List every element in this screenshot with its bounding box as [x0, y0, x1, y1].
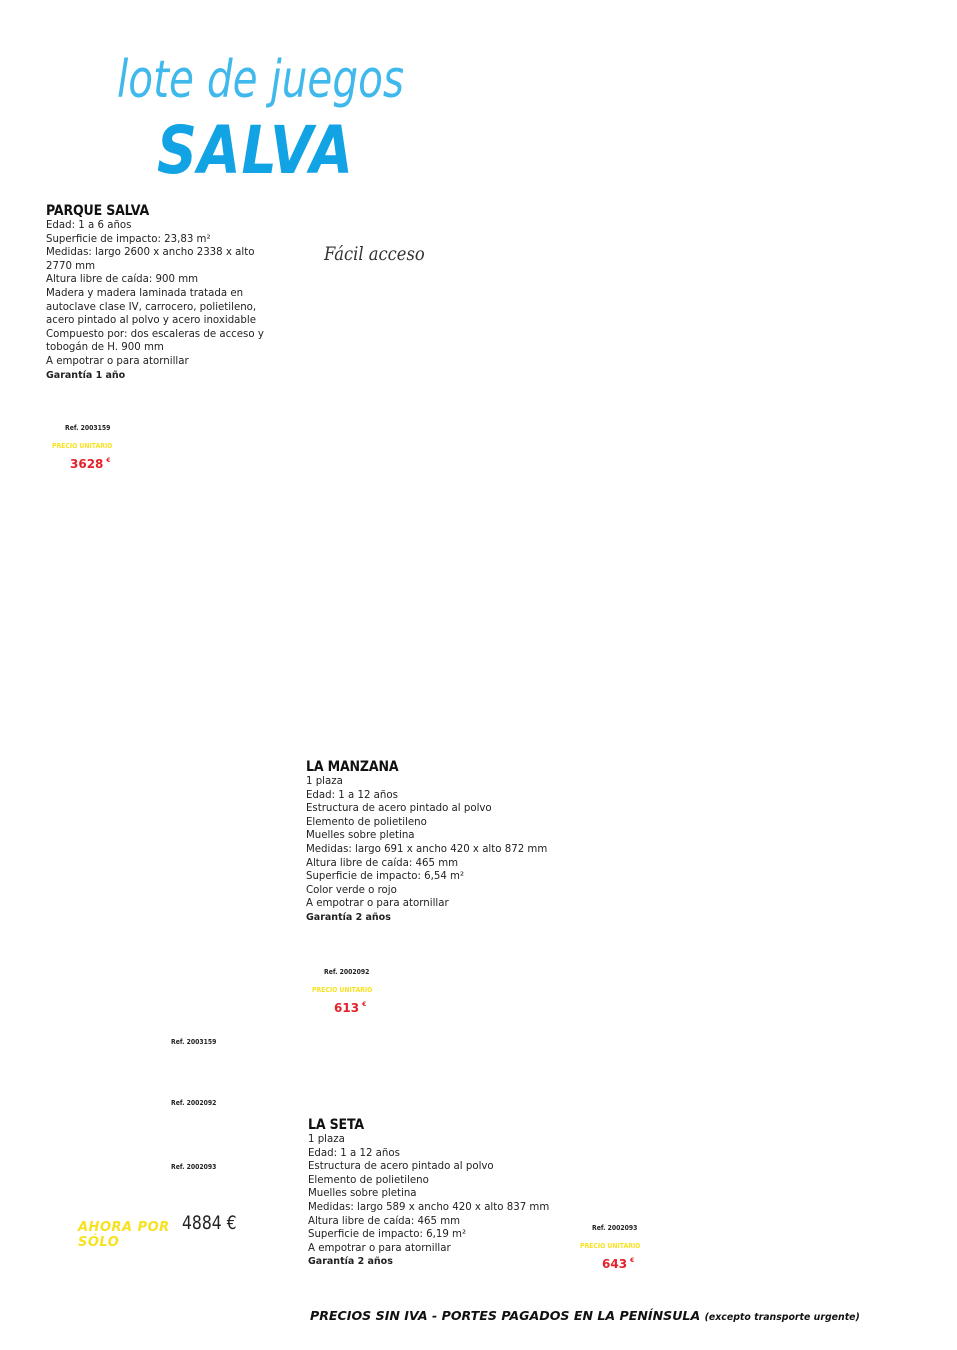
spec-line: Edad: 1 a 12 años: [306, 789, 398, 801]
product-specs: [46, 219, 272, 382]
price-value: 643: [602, 1257, 628, 1271]
price-currency: €: [106, 457, 111, 464]
footer-main: PRECIOS SIN IVA - PORTES PAGADOS EN LA PENÍNSULA: [310, 1308, 701, 1323]
product-ref: Ref. 2002093: [592, 1223, 638, 1232]
spec-line: Madera y madera laminada tratada en autoclave clase IV, carrocero, polietileno, acero pintado al polvo y acero inoxidable: [46, 287, 257, 327]
price-currency: €: [630, 1257, 635, 1264]
unit-price-label: PRECIO UNITARIO: [52, 441, 113, 450]
unit-price-label: PRECIO UNITARIO: [312, 985, 373, 994]
spec-line: Edad: 1 a 12 años: [308, 1147, 400, 1159]
guarantee-text: Garantía 2 años: [308, 1256, 393, 1268]
price-value: 3628: [70, 457, 104, 471]
offer-label-line: SÓLO: [78, 1235, 120, 1250]
product-parque-salva: [46, 203, 276, 382]
product-la-manzana: [306, 759, 566, 925]
footer-note: [310, 1308, 860, 1323]
spec-line: Muelles sobre pletina: [306, 830, 415, 842]
offer-label: [78, 1220, 170, 1250]
spec-line: Superficie de impacto: 6,54 m²: [306, 871, 465, 883]
product-name: PARQUE SALVA: [46, 203, 150, 219]
unit-price-label: PRECIO UNITARIO: [580, 1241, 641, 1250]
bundle-total-price: 4884 €: [182, 1212, 237, 1234]
spec-line: A empotrar o para atornillar: [306, 898, 449, 910]
product-price: [70, 457, 111, 471]
price-currency: €: [362, 1001, 367, 1008]
price-value: 613: [334, 1001, 360, 1015]
catalog-subtitle: lote de juegos: [117, 50, 405, 110]
spec-line: Elemento de polietileno: [308, 1174, 429, 1186]
spec-line: Medidas: largo 589 x ancho 420 x alto 837 mm: [308, 1201, 550, 1213]
spec-line: Color verde o rojo: [306, 884, 397, 896]
spec-line: A empotrar o para atornillar: [46, 355, 189, 367]
spec-line: Elemento de polietileno: [306, 816, 427, 828]
spec-line: Medidas: largo 2600 x ancho 2338 x alto 2770 mm: [46, 247, 255, 272]
spec-line: Muelles sobre pletina: [308, 1188, 417, 1200]
spec-line: A empotrar o para atornillar: [308, 1242, 451, 1254]
product-specs: [308, 1133, 568, 1269]
product-price: [602, 1257, 634, 1271]
offer-label-line: AHORA POR: [78, 1220, 170, 1235]
product-name: LA SETA: [308, 1117, 364, 1133]
catalog-title: SALVA: [157, 112, 354, 189]
product-name: LA MANZANA: [306, 759, 399, 775]
guarantee-text: Garantía 2 años: [306, 911, 391, 923]
footer-small: (excepto transporte urgente): [704, 1312, 860, 1323]
spec-line: Altura libre de caída: 465 mm: [306, 857, 459, 869]
bundle-ref: Ref. 2002092: [171, 1098, 217, 1107]
spec-line: Altura libre de caída: 900 mm: [46, 274, 199, 286]
spec-line: 1 plaza: [308, 1134, 345, 1145]
spec-line: Medidas: largo 691 x ancho 420 x alto 872 mm: [306, 843, 548, 855]
spec-line: Estructura de acero pintado al polvo: [308, 1161, 494, 1173]
feature-callout: Fácil acceso: [324, 243, 425, 265]
product-la-seta: [308, 1117, 568, 1269]
spec-line: Altura libre de caída: 465 mm: [308, 1215, 461, 1227]
product-specs: [306, 775, 566, 925]
bundle-ref: Ref. 2003159: [171, 1037, 217, 1046]
spec-line: Superficie de impacto: 6,19 m²: [308, 1229, 467, 1241]
spec-line: Superficie de impacto: 23,83 m²: [46, 233, 211, 245]
product-ref: Ref. 2002092: [324, 967, 370, 976]
product-price: [334, 1001, 366, 1015]
bundle-ref: Ref. 2002093: [171, 1162, 217, 1171]
guarantee-text: Garantía 1 año: [46, 369, 126, 381]
spec-line: Estructura de acero pintado al polvo: [306, 803, 492, 815]
product-ref: Ref. 2003159: [65, 423, 111, 432]
spec-line: 1 plaza: [306, 776, 343, 787]
spec-line: Edad: 1 a 6 años: [46, 220, 132, 231]
spec-line: Compuesto por: dos escaleras de acceso y tobogán de H. 900 mm: [46, 328, 264, 354]
